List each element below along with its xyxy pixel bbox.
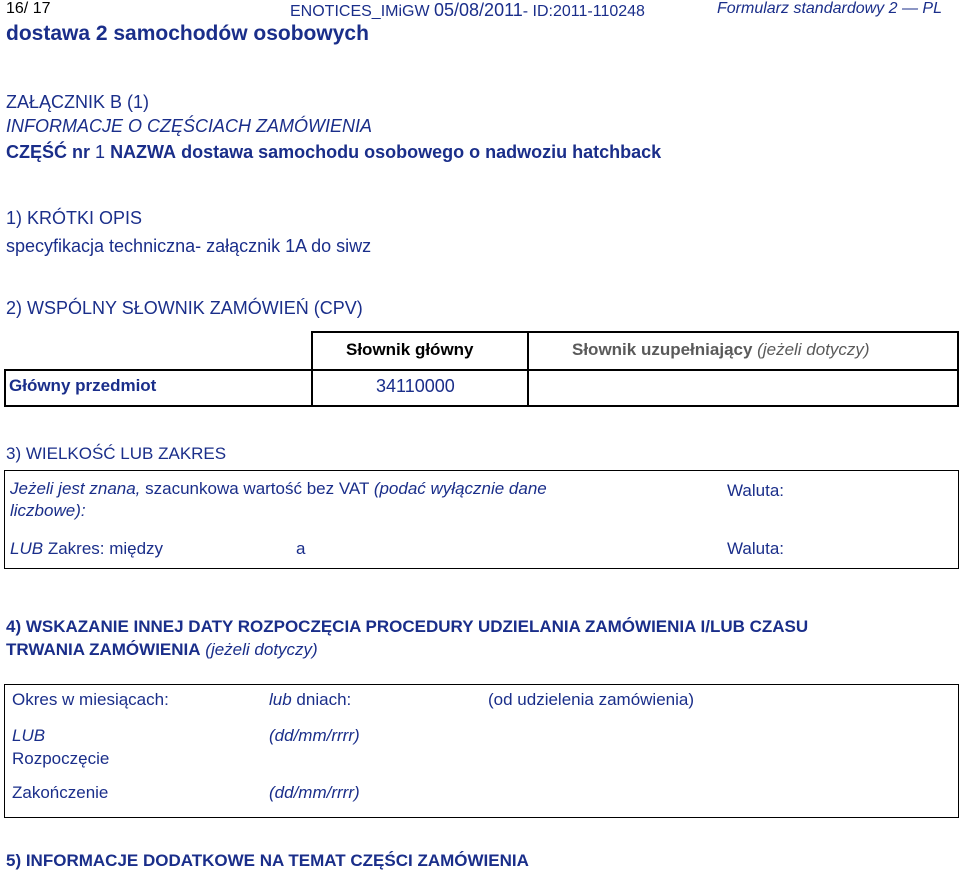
cpv-col-supplementary: [572, 340, 870, 360]
cpv-main-code: 34110000: [376, 376, 455, 396]
range-label: Zakres: między: [47, 539, 164, 558]
part-line: [6, 142, 661, 163]
end-date-format: (dd/mm/rrrr): [269, 783, 360, 802]
dates-or: LUB: [12, 726, 46, 745]
section1-text: specyfikacja techniczna- załącznik 1A do siwz: [6, 236, 372, 256]
range-or: LUB: [10, 539, 44, 558]
section2-heading: 2) WSPÓLNY SŁOWNIK ZAMÓWIEŃ (CPV): [6, 298, 363, 318]
form-name: Formularz standardowy 2 — PL: [717, 0, 942, 17]
days-line: [269, 690, 351, 710]
section4-heading-duration: TRWANIA ZAMÓWIENIA: [6, 640, 201, 659]
document-title: dostawa 2 samochodów osobowych: [6, 22, 369, 45]
days-or: lub: [269, 690, 292, 709]
section1-heading: 1) KRÓTKI OPIS: [6, 208, 143, 228]
currency-label-2: Waluta:: [727, 539, 785, 558]
estimated-value-label: szacunkowa wartość bez VAT: [145, 479, 370, 498]
months-label: Okres w miesiącach:: [12, 690, 169, 709]
cpv-col-supp-label: Słownik uzupełniający: [572, 340, 753, 359]
name-label: NAZWA: [110, 142, 177, 162]
cpv-col-main: Słownik główny: [346, 340, 474, 359]
range-line: [10, 539, 163, 559]
notice-date: 05/08/2011: [434, 0, 523, 20]
annex-title: ZAŁĄCZNIK B (1): [6, 92, 150, 112]
part-label: CZĘŚĆ nr: [6, 142, 91, 162]
start-label: Rozpoczęcie: [12, 749, 110, 768]
section3-heading: 3) WIELKOŚĆ LUB ZAKRES: [6, 444, 227, 463]
estimated-note: (podać wyłącznie dane: [373, 479, 547, 498]
page-number: 16/ 17: [6, 0, 51, 17]
section5-heading: 5) INFORMACJE DODATKOWE NA TEMAT CZĘŚCI ZAMÓWIENIA: [6, 851, 529, 870]
estimated-if-known: Jeżeli jest znana,: [10, 479, 141, 498]
estimated-value-line1: [10, 479, 547, 499]
part-number: 1: [95, 142, 106, 162]
section4-heading-note: (jeżeli dotyczy): [205, 640, 318, 659]
from-award-label: (od udzielenia zamówienia): [488, 690, 695, 709]
section4-heading-line2: [6, 640, 318, 660]
cpv-col-supp-note: (jeżeli dotyczy): [757, 340, 870, 359]
estimated-value-line2: liczbowe):: [10, 501, 86, 520]
end-label: Zakończenie: [12, 783, 109, 802]
cpv-row-main-object: Główny przedmiot: [9, 376, 157, 395]
section4-heading-line1: 4) WSKAZANIE INNEJ DATY ROZPOCZĘCIA PROCEDURY UDZIELANIA ZAMÓWIENIA I/LUB CZASU: [6, 617, 809, 636]
notice-id: - ID:2011-110248: [522, 3, 645, 20]
range-and: a: [296, 539, 306, 558]
days-label: dniach:: [296, 690, 352, 709]
start-date-format: (dd/mm/rrrr): [269, 726, 360, 745]
notice-reference: [290, 0, 645, 21]
currency-label-1: Waluta:: [727, 481, 785, 500]
annex-subtitle: INFORMACJE O CZĘŚCIACH ZAMÓWIENIA: [6, 116, 373, 136]
notice-prefix: ENOTICES_IMiGW: [290, 3, 430, 20]
part-name: dostawa samochodu osobowego o nadwoziu hatchback: [181, 142, 662, 162]
